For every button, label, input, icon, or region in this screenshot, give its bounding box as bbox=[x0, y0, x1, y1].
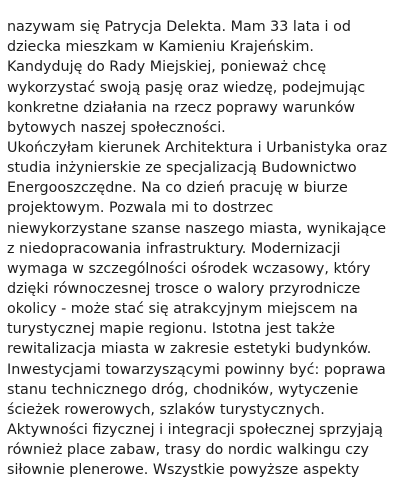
statement-text bbox=[7, 0, 400, 480]
text-line: bytowych naszej społeczności. bbox=[7, 119, 226, 136]
text-line: Aktywności fizycznej i integracji społecznej sprzyjają bbox=[7, 421, 383, 438]
text-line: projektowym. Pozwala mi to dostrzec bbox=[7, 200, 274, 217]
text-line: studia inżynierskie ze specjalizacją Budownictwo bbox=[7, 160, 357, 177]
text-line: niewykorzystane szanse naszego miasta, wynikające bbox=[7, 220, 386, 237]
text-line: wykorzystać swoją pasję oraz wiedzę, podejmując bbox=[7, 79, 366, 96]
text-line: turystycznej mapie regionu. Istotna jest także bbox=[7, 321, 336, 338]
text-line: stanu technicznego dróg, chodników, wytyczenie bbox=[7, 381, 359, 398]
text-line: dzięki równoczesnej trosce o walory przyrodnicze bbox=[7, 280, 361, 297]
text-line: konkretne działania na rzecz poprawy warunków bbox=[7, 99, 356, 116]
text-line: dziecka mieszkam w Kamieniu Krajeńskim. bbox=[7, 39, 314, 56]
text-line: wymaga w szczególności ośrodek wczasowy, który bbox=[7, 260, 371, 277]
text-line bbox=[7, 0, 167, 17]
text-line: okolicy - może stać się atrakcyjnym miejscem na bbox=[7, 301, 358, 318]
text-line: Ukończyłam kierunek Architektura i Urbanistyka oraz bbox=[7, 139, 388, 156]
text-line: również place zabaw, trasy do nordic walkingu czy bbox=[7, 442, 369, 459]
text-line: rewitalizacja miasta w zakresie estetyki budynków. bbox=[7, 341, 372, 358]
text-line: Energooszczędne. Na co dzień pracuję w biurze bbox=[7, 180, 348, 197]
text-line: ścieżek rowerowych, szlaków turystycznych. bbox=[7, 401, 325, 418]
text-line: siłownie plenerowe. Wszystkie powyższe aspekty bbox=[7, 462, 360, 479]
text-line: z niedopracowania infrastruktury. Modernizacji bbox=[7, 240, 341, 257]
text-line: Inwestycjami towarzyszącymi powinny być: poprawa bbox=[7, 361, 386, 378]
text-line: nazywam się Patrycja Delekta. Mam 33 lata i od bbox=[7, 19, 351, 36]
text-line: Kandyduję do Rady Miejskiej, ponieważ chcę bbox=[7, 59, 327, 76]
